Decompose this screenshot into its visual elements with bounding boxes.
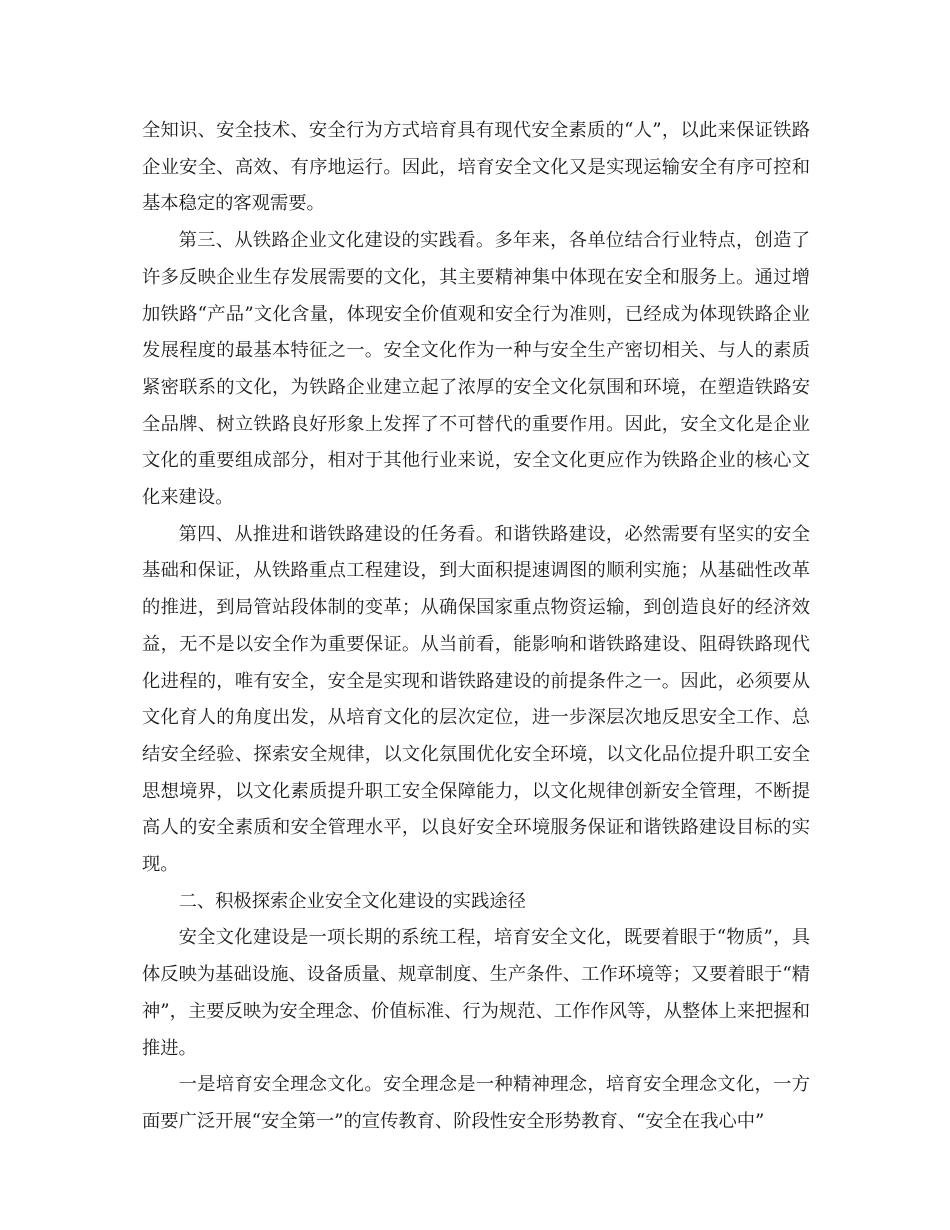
paragraph-third-point: 第三、从铁路企业文化建设的实践看。多年来，各单位结合行业特点，创造了许多反映企业生存发展需要的文化，其主要精神集中体现在安全和服务上。通过增加铁路“产品”文化含量，体现安全价值观和安全行为准则，已经成为体现铁路企业发展程度的最基本特征之一。安全文化作为一种与安全生产密切相关、与人的素质紧密联系的文化，为铁路企业建立起了浓厚的安全文化氛围和环境，在塑造铁路安全品牌、树立铁路良好形象上发挥了不可替代的重要作用。因此，安全文化是企业文化的重要组成部分，相对于其他行业来说，安全文化更应作为铁路企业的核心文化来建设。 [142, 230, 810, 509]
paragraph-safety-concept: 一是培育安全理念文化。安全理念是一种精神理念，培育安全理念文化，一方面要广泛开展“安全第一”的宣传教育、阶段性安全形势教育、“安全在我心中” [142, 1074, 810, 1132]
paragraph-section-intro: 安全文化建设是一项长期的系统工程，培育安全文化，既要着眼于“物质”，具体反映为基础设施、设备质量、规章制度、生产条件、工作环境等；又要着眼于“精神”，主要反映为安全理念、价值标准、行为规范、工作作风等，从整体上来把握和推进。 [142, 927, 810, 1059]
paragraph-fourth-point: 第四、从推进和谐铁路建设的任务看。和谐铁路建设，必然需要有坚实的安全基础和保证，从铁路重点工程建设，到大面积提速调图的顺利实施；从基础性改革的推进，到局管站段体制的变革；从确保国家重点物资运输，到创造良好的经济效益，无不是以安全作为重要保证。从当前看，能影响和谐铁路建设、阻碍铁路现代化进程的，唯有安全，安全是实现和谐铁路建设的前提条件之一。因此，必须要从文化育人的角度出发，从培育文化的层次定位，进一步深层次地反思安全工作、总结安全经验、探索安全规律，以文化氛围优化安全环境，以文化品位提升职工安全思想境界，以文化素质提升职工安全保障能力，以文化规律创新安全管理，不断提高人的安全素质和安全管理水平，以良好安全环境服务保证和谐铁路建设目标的实现。 [142, 523, 810, 876]
document-page [142, 113, 810, 1141]
section-heading: 二、积极探索企业安全文化建设的实践途径 [178, 890, 526, 912]
paragraph-continuation: 全知识、安全技术、安全行为方式培育具有现代安全素质的“人”，以此来保证铁路企业安全、高效、有序地运行。因此，培育安全文化又是实现运输安全有序可控和基本稳定的客观需要。 [142, 120, 810, 215]
